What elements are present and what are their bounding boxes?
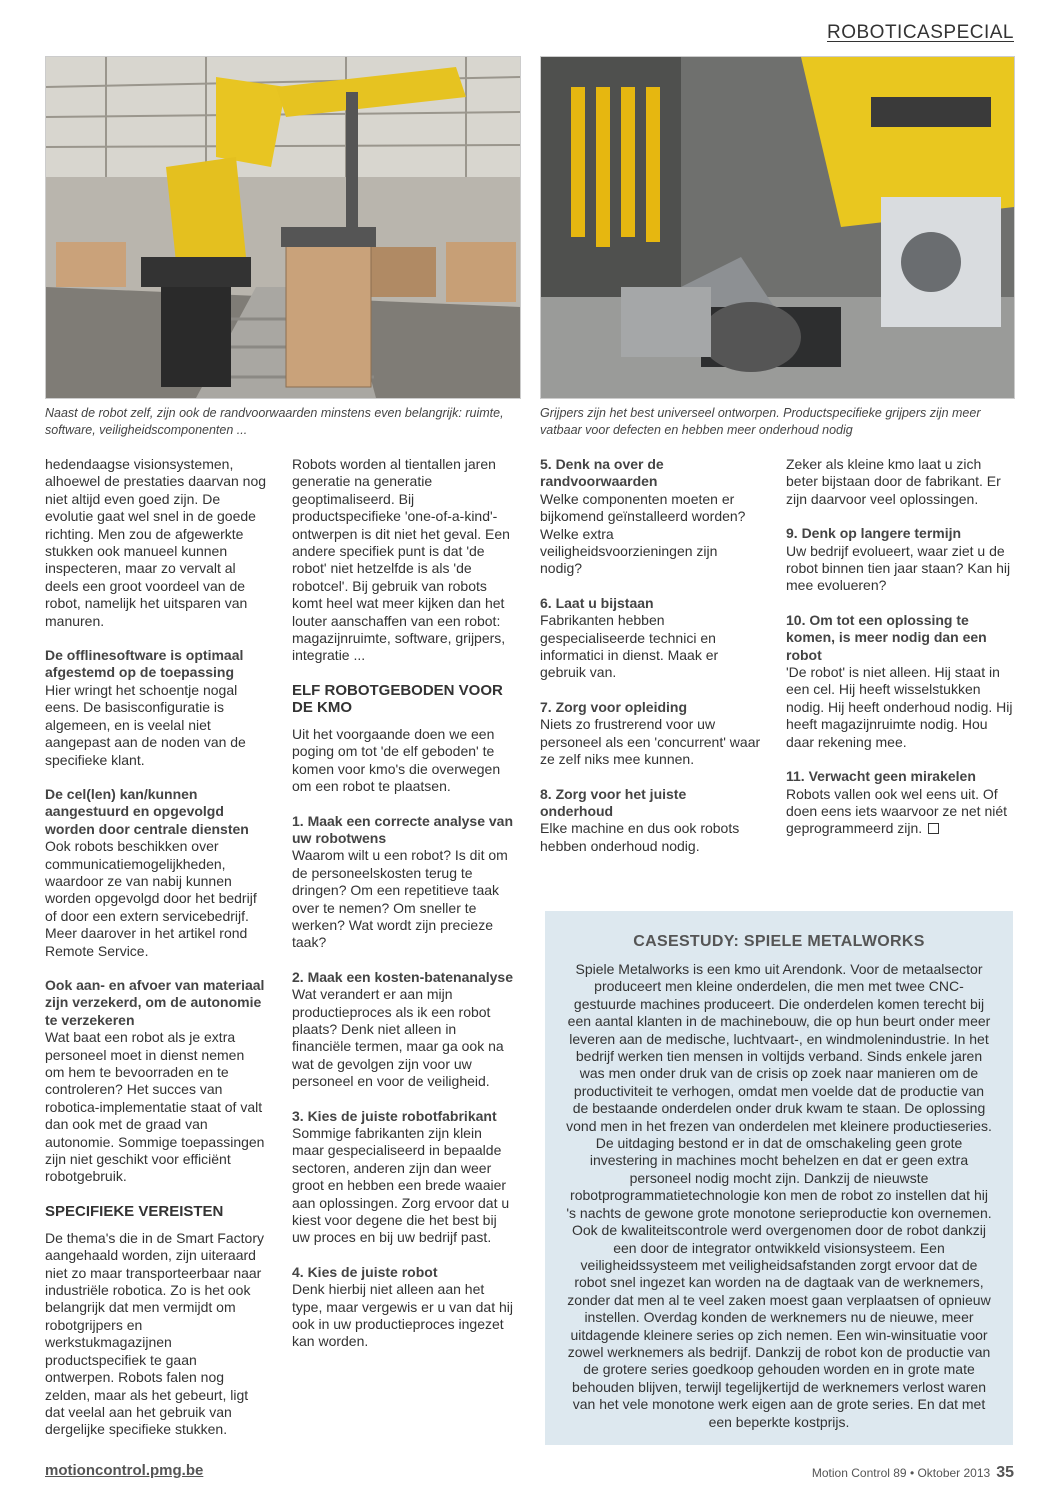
text: Ook robots beschikken over communicatiemogelijkheden, waardoor ze van nabij kunnen worden opgevolgd door het bedrijf of door een extern servicebedrijf. Meer daarover in het artikel rond Remote Service.	[45, 838, 257, 959]
article-column-4	[786, 456, 1014, 855]
paragraph: Zeker als kleine kmo laat u zich beter bijstaan door de fabrikant. Er zijn daarvoor veel oplossingen.	[786, 456, 1001, 507]
rule-text: Wat verandert er aan mijn productieproces als ik een robot plaats? Denk niet alleen in financiële termen, maar ga ook na wat de gevolgen zijn voor uw personeel en voor de veiligheid.	[292, 986, 504, 1090]
casestudy-box	[545, 911, 1013, 1445]
robot-gripper-photo	[540, 56, 1015, 399]
rule-3	[292, 1108, 514, 1247]
rule-2	[292, 969, 514, 1091]
rule-text: 'De robot' is niet alleen. Hij staat in een cel. Hij heeft wisselstukken nodig. Hij heeft onderhoud nodig. Hij heeft magazijnruimte nodig. Hou daar rekening mee.	[786, 664, 1013, 750]
paragraph: Robots worden al tientallen jaren generatie na generatie geoptimaliseerd. Bij productspecifieke 'one-of-a-kind'-ontwerpen is dit niet het geval. Een andere specifiek punt is dat 'de robot' niet hetzelfde is als 'de robotcel'. Bij gebruik van robots komt heel wat meer kijken dan het louter aanschaffen van een robot: magazijnruimte, software, grijpers, integratie ...	[292, 456, 510, 664]
paragraph	[45, 977, 267, 1186]
rule-11	[786, 768, 1014, 838]
rule-heading: 6. Laat u bijstaan	[540, 594, 654, 611]
rule-text: Fabrikanten hebben gespecialiseerde technici en informatici in dienst. Maak er gebruik van.	[540, 612, 719, 681]
rule-heading: 3. Kies de juiste robotfabrikant	[292, 1107, 497, 1124]
rule-8	[540, 786, 762, 856]
rule-text: Uw bedrijf evolueert, waar ziet u de robot binnen tien jaar staan? Kan hij mee evolueren?	[786, 542, 1011, 594]
rule-7	[540, 699, 762, 769]
section-tag: ROBOTICASPECIAL	[827, 22, 1014, 43]
issue-label: Motion Control 89 • Oktober 2013	[811, 1466, 991, 1480]
issue-info	[812, 1464, 1014, 1482]
photo-caption-right: Grijpers zijn het best universeel ontworpen. Productspecifieke grijpers zijn meer vatbaar voor defecten en hebben meer onderhoud nodig	[540, 406, 981, 437]
rule-9	[786, 525, 1014, 595]
rule-heading: 1. Maak een correcte analyse van uw robotwens	[292, 812, 514, 846]
rule-text: Sommige fabrikanten zijn klein maar gespecialiseerd in bepaalde sectoren, anderen zijn dan weer groot en hebben een brede waaier aan oplossingen. Zorg ervoor dat u kiest voor degene die het best bij uw proces en bij uw bedrijf past.	[292, 1125, 510, 1246]
robot-palletizer-photo	[45, 56, 521, 399]
end-of-article-icon	[928, 823, 939, 834]
text: Wat baat een robot als je extra personeel moet in dienst nemen om hem te bevoorraden en te controleren? Het succes van robotica-implementatie staat of valt dan ook met de graad van autonomie. Sommige toepassingen zijn niet geschikt voor efficiënt robotgebruik.	[45, 1029, 265, 1185]
text: Hier wringt het schoentje nogal eens. De basisconfiguratie is algemeen, en is veelal niet aangepast aan de noden van de specifieke klant.	[45, 681, 246, 768]
rule-text: Denk hierbij niet alleen aan het type, maar vergewis er u van dat hij ook in uw productieproces ingezet kan worden.	[292, 1281, 513, 1350]
rule-heading: 11. Verwacht geen mirakelen	[786, 768, 976, 785]
paragraph: De thema's die in de Smart Factory aangehaald worden, zijn uiteraard niet zo maar transporteerbaar naar industriële robotica. Zo is het ook belangrijk dat men vermijdt om robotgrijpers en werkstukmagazijnen productspecifiek te gaan ontwerpen. Robots falen nog zelden, maar als het gebeurt, ligt dat veelal aan het gebruik van dergelijke specifieke stukken.	[45, 1229, 264, 1438]
subhead: Ook aan- en afvoer van materiaal zijn verzekerd, om de autonomie te verzekeren	[45, 976, 265, 1028]
rule-heading: 8. Zorg voor het juiste onderhoud	[540, 785, 687, 819]
casestudy-body: Spiele Metalworks is een kmo uit Arendonk. Voor de metaalsector produceert men kleine onderdelen, die men met twee CNC-gestuurde machines produceert. Die onderdelen komen terecht bij een aantal klanten in de machinebouw, die op hun beurt onder meer leveren aan de medische, luchtvaart-, en windmolenindustrie. In het bedrijf werken tien mensen in voltijds verband. Sinds enkele jaren was men onder druk van de crisis op zoek naar manieren om de productiviteit te verhogen, omdat men voelde dat de productie van de bestaande onderdelen onder druk kwam te staan. De oplossing vond men in het frezen van onderdelen met kleinere productieseries. De uitdaging bestond er in dat de omschakeling geen grote investering in machines mocht behelzen en dat er geen extra personeel nodig mocht zijn. Dankzij de nieuwste robotprogrammatietechnologie kon men de robot zo instellen dat hij 's nachts de gewone grote monotone serieproductie kon overnemen. Ook de kwaliteitscontrole werd overgenomen door de robot dankzij een door de integrator ontwikkeld visionsysteem. Een veiligheidssysteem met veiligheidsafstanden zorgt ervoor dat de robot snel ingezet kan worden na de dagtaak van de werknemers, zonder dat men al te veel zaken moest gaan verplaatsen of opnieuw instellen. Overdag konden de werknemers nu de nieuwe, meer uitdagende kleinere series op zich nemen. Een win-winsituatie voor zowel werknemers als bedrijf. Dankzij de robot kon de productie van de grotere series goedkoop gehouden worden en in grote mate behouden blijven, terwijl tegelijkertijd de werknemers verlost waren van het vele monotone werk eigen aan de grote series. En dat met een beperkte kostprijs.	[566, 961, 992, 1430]
paragraph	[45, 647, 267, 769]
rule-heading: 7. Zorg voor opleiding	[540, 698, 687, 715]
section-heading: ELF ROBOTGEBODEN VOOR DE KMO	[292, 681, 503, 716]
rule-heading: 10. Om tot een oplossing te komen, is meer nodig dan een robot	[786, 611, 987, 663]
rule-5	[540, 456, 762, 578]
rule-heading: 4. Kies de juiste robot	[292, 1263, 438, 1280]
rule-heading: 9. Denk op langere termijn	[786, 525, 962, 542]
rule-1	[292, 813, 514, 952]
rule-text: Elke machine en dus ook robots hebben onderhoud nodig.	[540, 820, 740, 854]
paragraph: hedendaagse visionsystemen, alhoewel de prestaties daarvan nog niet altijd even goed zijn. De evolutie gaat wel snel in de goede richting. Men zou de afgewerkte stukken ook manueel kunnen inspecteren, maar zo vervalt al deels een groot voordeel van de robot, namelijk het uitsparen van manuren.	[45, 456, 267, 629]
robot-gripper-icon	[541, 57, 1014, 398]
article-column-1	[45, 456, 267, 1456]
rule-text: Welke componenten moeten er bijkomend geïnstalleerd worden? Welke extra veiligheidsvoorzieningen zijn nodig?	[540, 490, 746, 577]
rule-10	[786, 612, 1014, 751]
page-number: 35	[996, 1464, 1014, 1481]
paragraph	[45, 786, 267, 960]
rule-6	[540, 595, 762, 682]
rule-heading: 5. Denk na over de randvoorwaarden	[540, 456, 664, 490]
rule-text: Robots vallen ook wel eens uit. Of doen eens iets waarvoor ze net niét geprogrammeerd zijn.	[786, 785, 1008, 837]
article-column-2	[292, 456, 514, 1368]
rule-text: Niets zo frustrerend voor uw personeel als een 'concurrent' waar ze zelf niks mee kunnen.	[540, 716, 761, 768]
article-column-3	[540, 456, 762, 872]
subhead: De offlinesoftware is optimaal afgestemd op de toepassing	[45, 647, 244, 681]
paragraph: Uit het voorgaande doen we een poging om tot 'de elf geboden' te komen voor kmo's die overwegen om een robot te plaatsen.	[292, 725, 501, 795]
website-link[interactable]: motioncontrol.pmg.be	[45, 1462, 204, 1479]
rule-4	[292, 1264, 514, 1351]
casestudy-title: CASESTUDY: SPIELE METALWORKS	[633, 933, 925, 950]
photo-caption-left: Naast de robot zelf, zijn ook de randvoorwaarden minstens even belangrijk: ruimte, software, veiligheidscomponenten ...	[45, 406, 504, 437]
industrial-robot-icon	[46, 57, 520, 398]
rule-text: Waarom wilt u een robot? Is dit om de personeelskosten terug te dringen? Om een repetitieve taak over te nemen? Om sneller te werken? Wat wordt zijn precieze taak?	[292, 847, 508, 951]
subhead: De cel(len) kan/kunnen aangestuurd en opgevolgd worden door centrale diensten	[45, 785, 249, 837]
rule-heading: 2. Maak een kosten-batenanalyse	[292, 968, 513, 985]
section-heading: SPECIFIEKE VEREISTEN	[45, 1202, 224, 1220]
